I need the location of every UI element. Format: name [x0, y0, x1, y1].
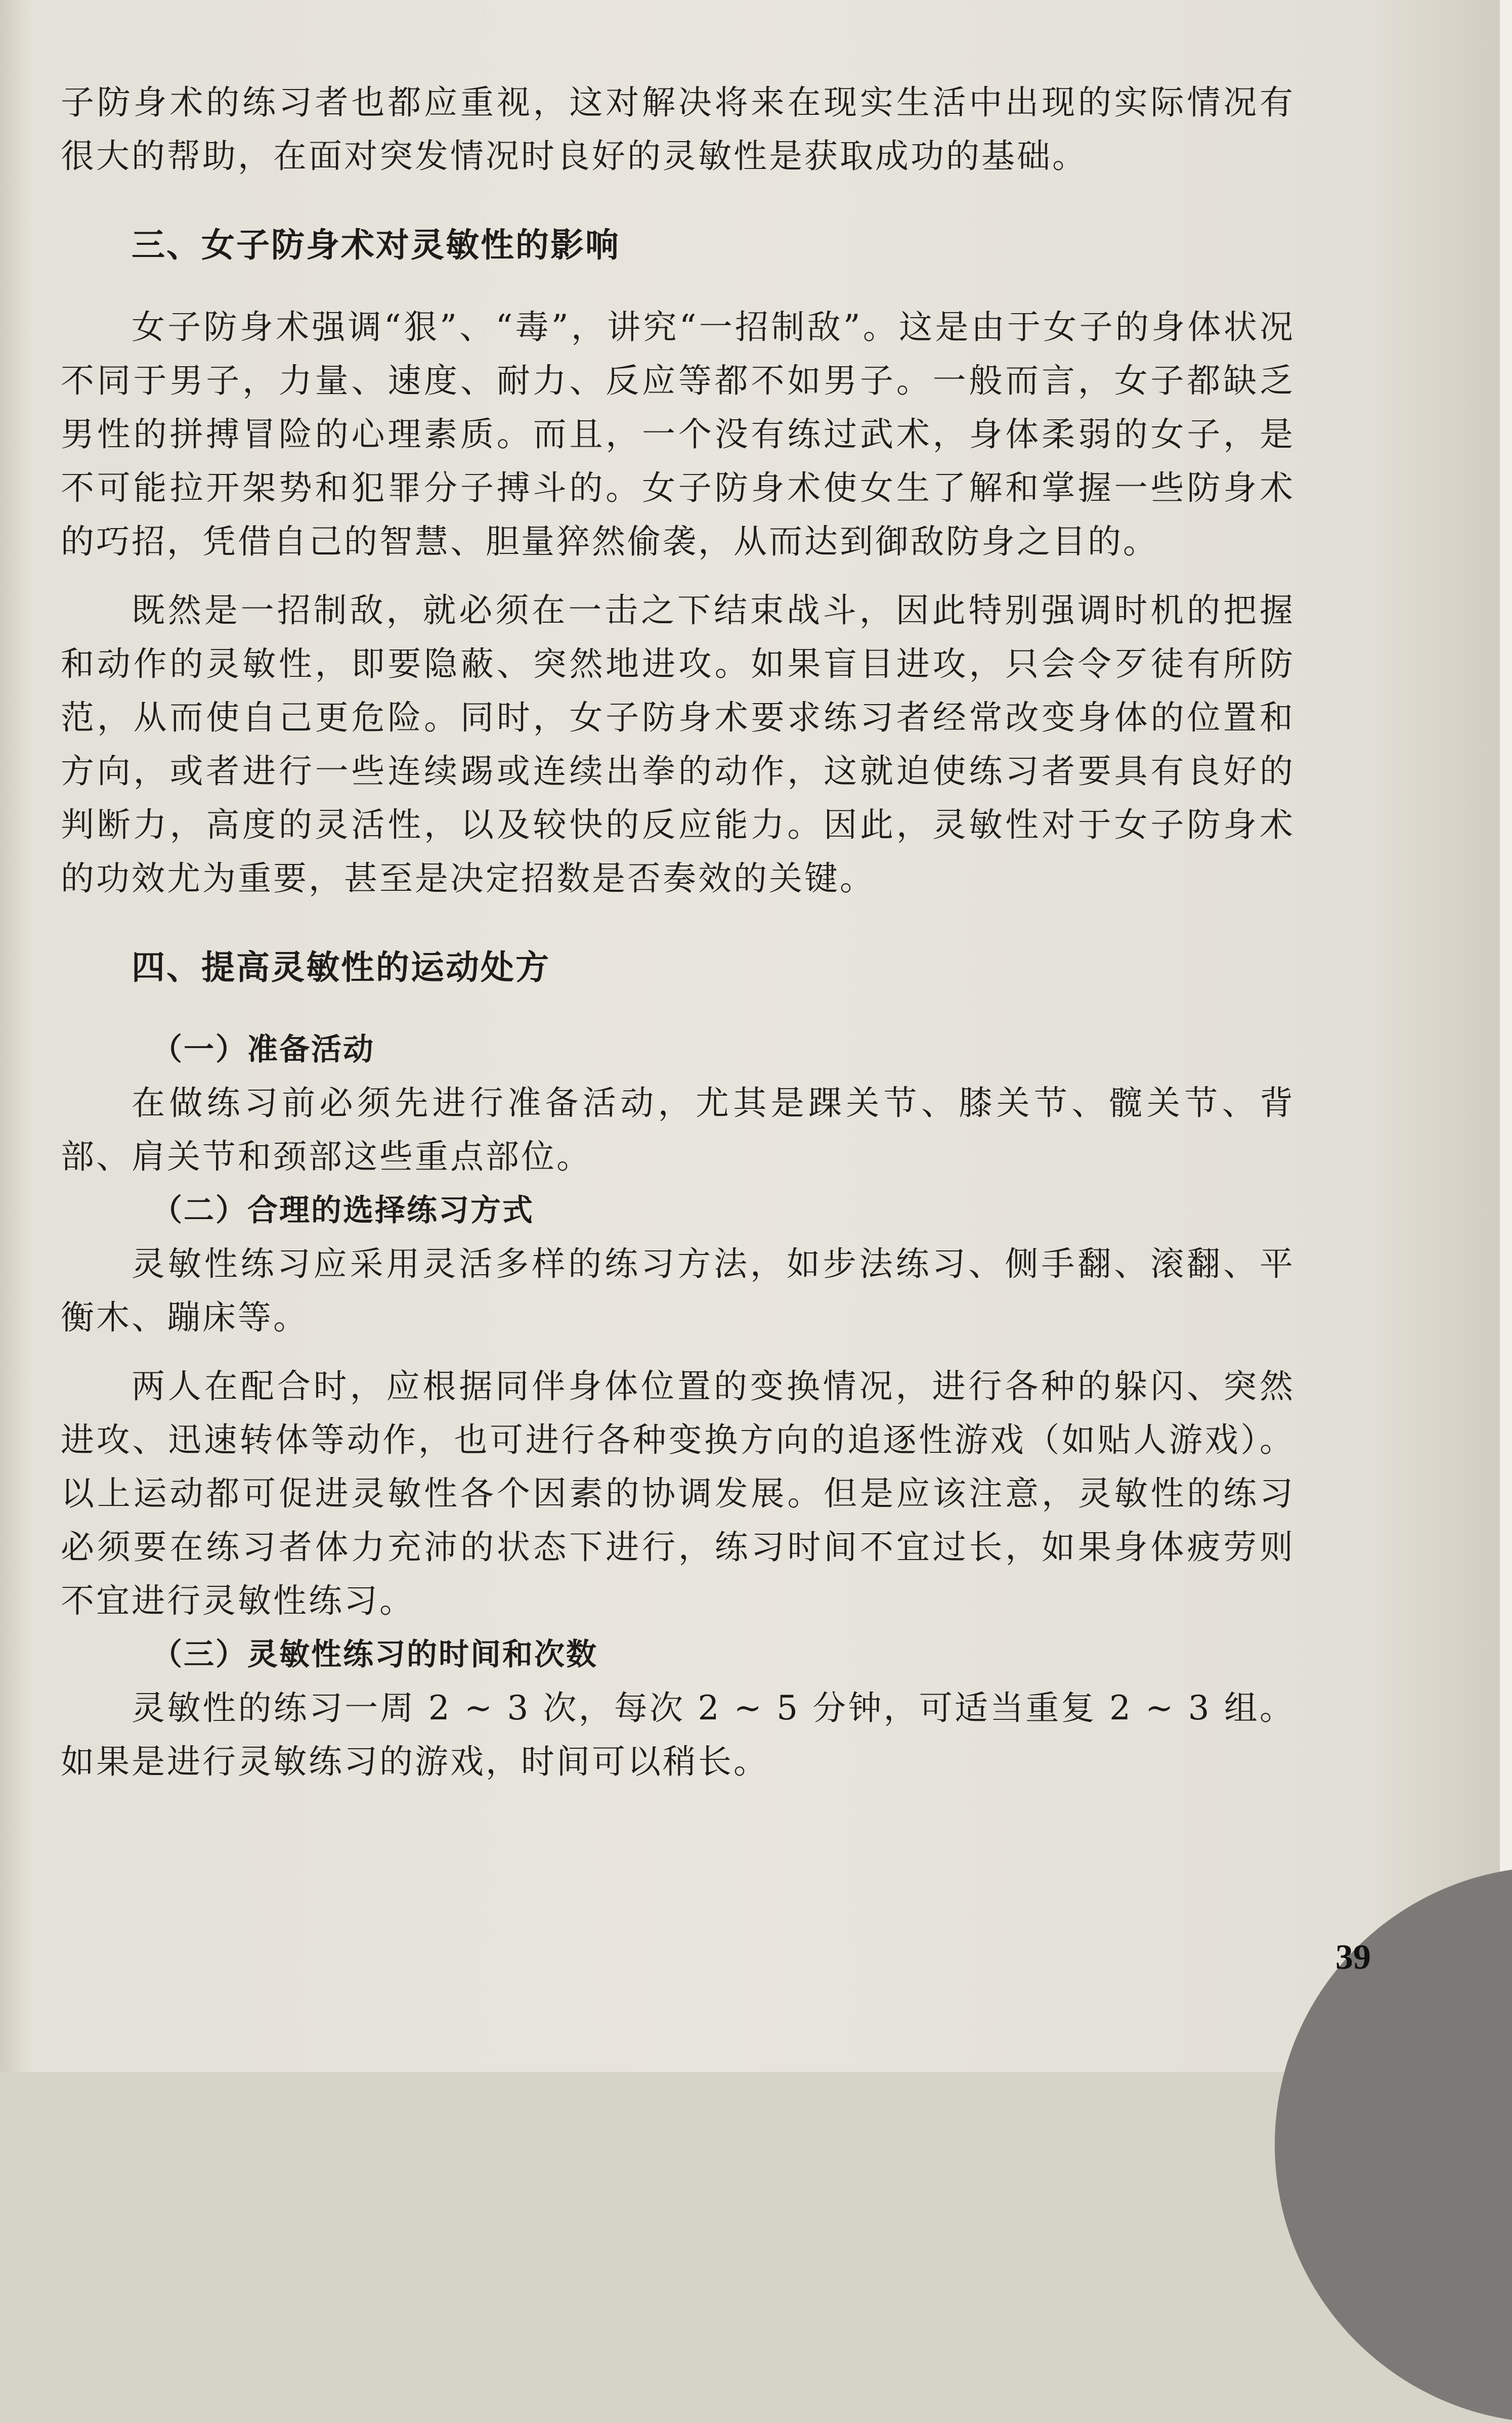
page-corner-tab	[1275, 1867, 1512, 2423]
section-heading-3: 三、女子防身术对灵敏性的影响	[132, 226, 620, 265]
continued-paragraph: 子防身术的练习者也都应重视，这对解决将来在现实生活中出现的实际情况有很大的帮助，在面对突发情况时良好的灵敏性是获取成功的基础。	[61, 83, 1295, 176]
paragraph: 灵敏性练习应采用灵活多样的练习方法，如步法练习、侧手翻、滚翻、平衡木、蹦床等。	[61, 1244, 1295, 1337]
paragraph: 女子防身术强调“狠”、“毒”，讲究“一招制敌”。这是由于女子的身体状况不同于男子，力量、速度、耐力、反应等都不如男子。一般而言，女子都缺乏男性的拼搏冒险的心理素质。而且，一个没有练过武术，身体柔弱的女子，是不可能拉开架势和犯罪分子搏斗的。女子防身术使女生了解和掌握一些防身术的巧招，凭借自己的智慧、胆量猝然偷袭，从而达到御敌防身之目的。	[61, 308, 1295, 561]
paragraph: 在做练习前必须先进行准备活动，尤其是踝关节、膝关节、髋关节、背部、肩关节和颈部这些重点部位。	[61, 1084, 1295, 1176]
paragraph: 灵敏性的练习一周 2 ~ 3 次，每次 2 ~ 5 分钟，可适当重复 2 ~ 3 组。如果是进行灵敏练习的游戏，时间可以稍长。	[61, 1689, 1295, 1781]
paragraph: 既然是一招制敌，就必须在一击之下结束战斗，因此特别强调时机的把握和动作的灵敏性，即要隐蔽、突然地进攻。如果盲目进攻，只会令歹徒有所防范，从而使自己更危险。同时，女子防身术要求练习者经常改变身体的位置和方向，或者进行一些连续踢或连续出拳的动作，这就迫使练习者要具有良好的判断力，高度的灵活性，以及较快的反应能力。因此，灵敏性对于女子防身术的功效尤为重要，甚至是决定招数是否奏效的关键。	[61, 591, 1295, 898]
subheading-1: （一）准备活动	[152, 1032, 375, 1067]
page-body	[61, 76, 1295, 1789]
page-edge	[1500, 0, 1512, 2072]
page-number: 39	[1335, 1938, 1371, 1977]
section-heading-4: 四、提高灵敏性的运动处方	[132, 948, 550, 987]
subheading-2: （二）合理的选择练习方式	[152, 1193, 534, 1228]
subheading-3: （三）灵敏性练习的时间和次数	[152, 1637, 598, 1672]
paragraph: 两人在配合时，应根据同伴身体位置的变换情况，进行各种的躲闪、突然进攻、迅速转体等动作，也可进行各种变换方向的追逐性游戏（如贴人游戏）。以上运动都可促进灵敏性各个因素的协调发展。但是应该注意，灵敏性的练习必须要在练习者体力充沛的状态下进行，练习时间不宜过长，如果身体疲劳则不宜进行灵敏性练习。	[61, 1367, 1295, 1620]
